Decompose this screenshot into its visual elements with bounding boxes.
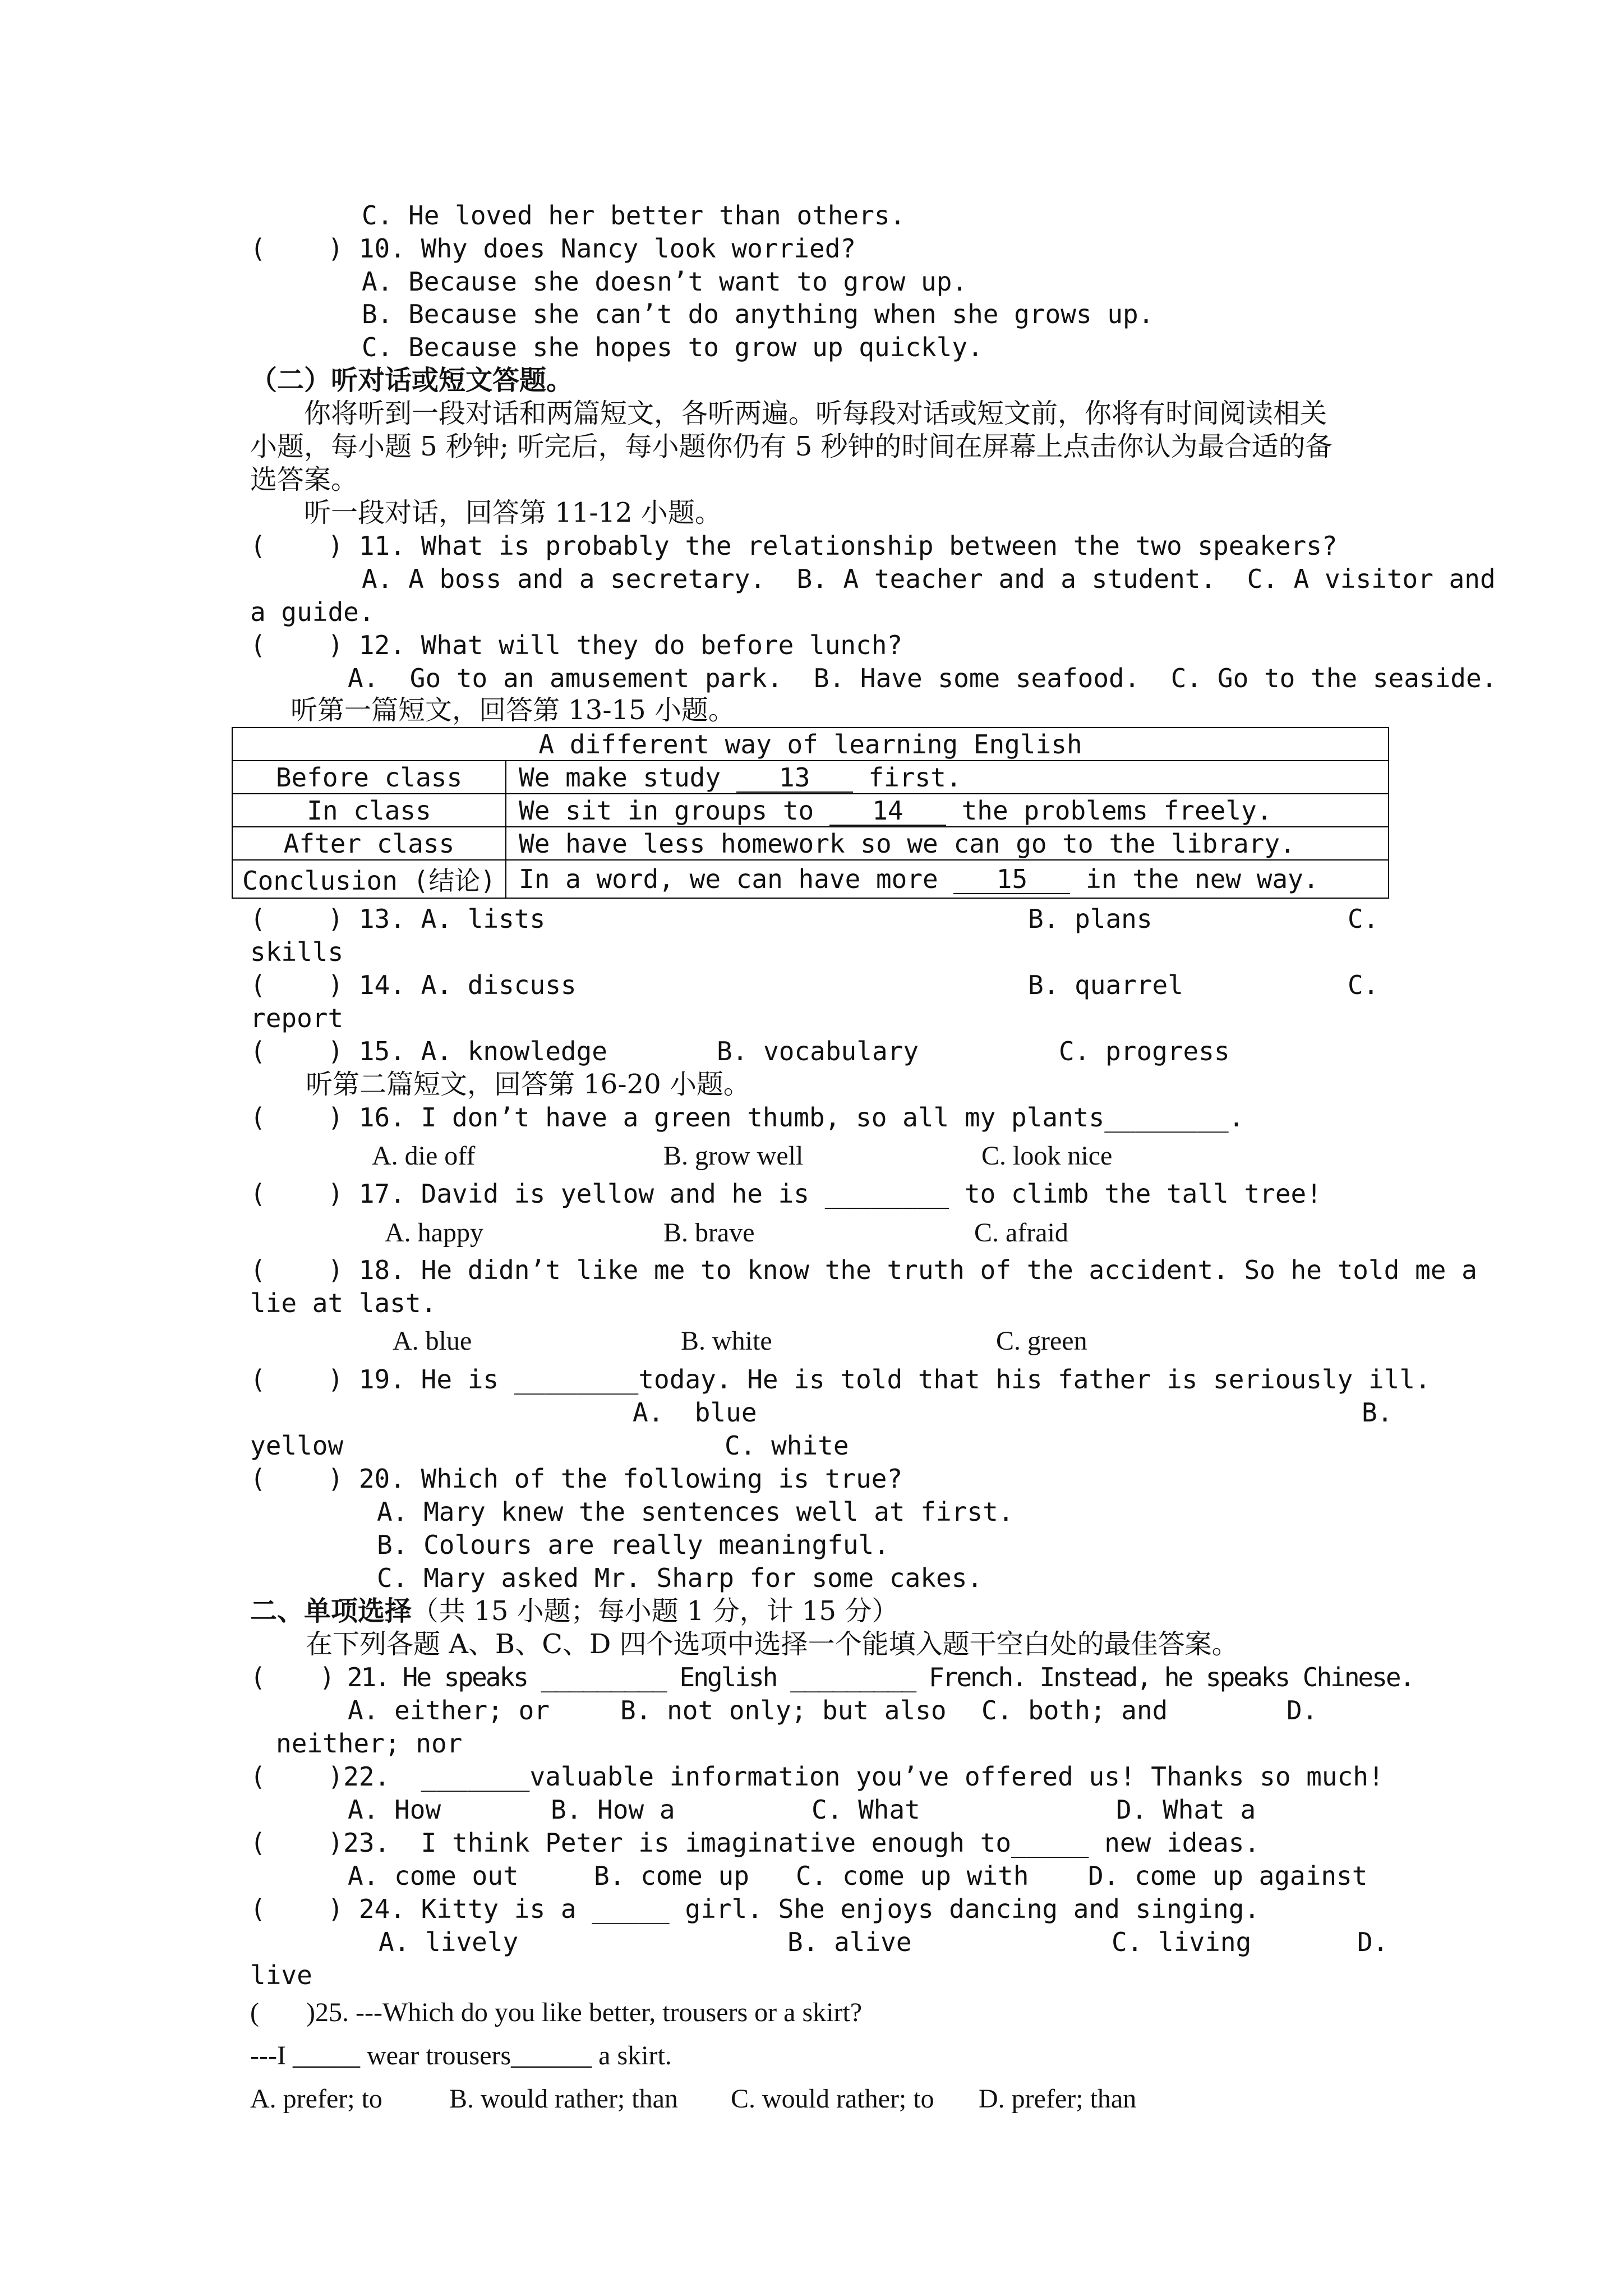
q25-option-a: A. prefer; to (250, 2084, 382, 2114)
q19-option-c: C. white (725, 1430, 849, 1461)
blank-14: 14 (829, 797, 946, 826)
q25-option-c: C. would rather; to (731, 2084, 934, 2114)
passage2-heading: 听第二篇短文，回答第 16-20 小题。 (306, 1069, 750, 1100)
q11-stem: ( ) 11. What is probably the relationship between the two speakers? (250, 531, 1338, 561)
row-content-before-class: We make study 13 first. (506, 761, 1389, 794)
q19-option-a: A. blue (633, 1397, 757, 1428)
blank-15: 15 (953, 865, 1070, 894)
q12-stem: ( ) 12. What will they do before lunch? (250, 630, 903, 660)
q10-stem: ( ) 10. Why does Nancy look worried? (250, 233, 856, 264)
q13-stem-option-a: ( ) 13. A. lists (250, 904, 546, 934)
q24-option-d-wrap: live (250, 1960, 312, 1990)
q10-option-b: B. Because she can’t do anything when she grows up. (362, 299, 1154, 329)
q18-option-b: B. white (681, 1326, 772, 1356)
q16-option-c: C. look nice (981, 1141, 1113, 1171)
q23-option-a: A. come out (348, 1861, 519, 1891)
q22-option-b: B. How a (551, 1795, 675, 1825)
row-content-in-class: We sit in groups to 14 the problems freely. (506, 794, 1389, 827)
q15-option-b: B. vocabulary (717, 1036, 919, 1066)
q19-option-b-wrap: yellow (250, 1430, 344, 1461)
q21-option-c: C. both; and (981, 1695, 1168, 1726)
row-label-in-class: In class (232, 794, 506, 827)
q16-stem: ( ) 16. I don’t have a green thumb, so all my plants________. (250, 1102, 1244, 1133)
q17-stem: ( ) 17. David is yellow and he is ________ to climb the tall tree! (250, 1179, 1322, 1209)
q22-option-a: A. How (348, 1795, 441, 1825)
row-label-after-class: After class (232, 827, 506, 860)
q20-stem: ( ) 20. Which of the following is true? (250, 1464, 903, 1494)
q12-options: A. Go to an amusement park. B. Have some seafood. C. Go to the seaside. (348, 663, 1497, 693)
q25-dialogue: ---I _____ wear trousers______ a skirt. (250, 2041, 672, 2070)
q14-option-b: B. quarrel (1028, 970, 1183, 1000)
q23-stem: ( )23. I think Peter is imaginative enough to_____ new ideas. (250, 1828, 1260, 1858)
q14-option-c-wrap: report (250, 1003, 344, 1033)
q17-option-a: A. happy (385, 1218, 483, 1248)
q17-option-c: C. afraid (974, 1218, 1068, 1248)
single-choice-instructions: 在下列各题 A、B、C、D 四个选项中选择一个能填入题干空白处的最佳答案。 (306, 1628, 1239, 1660)
section-heading-listening: （二）听对话或短文答题。 (250, 365, 574, 396)
blank-13: 13 (736, 763, 853, 793)
q19-stem: ( ) 19. He is ________today. He is told that his father is seriously ill. (250, 1364, 1431, 1395)
q15-stem-option-a: ( ) 15. A. knowledge (250, 1036, 607, 1066)
q9-option-c: C. He loved her better than others. (362, 200, 906, 231)
q14-option-c: C. (1348, 970, 1379, 1000)
q15-option-c: C. progress (1059, 1036, 1230, 1066)
q17-option-b: B. brave (663, 1218, 755, 1248)
instructions-line-2: 小题，每小题 5 秒钟; 听完后，每小题你仍有 5 秒钟的时间在屏幕上点击你认为最合适的备 (250, 431, 1332, 462)
q25-stem: ( )25. ---Which do you like better, trousers or a skirt? (250, 1998, 863, 2027)
row-label-conclusion: Conclusion (结论) (232, 860, 506, 898)
q21-option-a: A. either; or (348, 1695, 550, 1726)
q24-stem: ( ) 24. Kitty is a _____ girl. She enjoys dancing and singing. (250, 1894, 1260, 1924)
q24-option-b: B. alive (787, 1927, 912, 1957)
q23-option-c: C. come up with (796, 1861, 1029, 1891)
q14-stem-option-a: ( ) 14. A. discuss (250, 970, 577, 1000)
q18-option-c: C. green (996, 1326, 1087, 1356)
q23-option-b: B. come up (594, 1861, 749, 1891)
q21-option-d: D. (1287, 1695, 1318, 1726)
q20-option-c: C. Mary asked Mr. Sharp for some cakes. (377, 1563, 983, 1593)
q20-option-b: B. Colours are really meaningful. (377, 1530, 889, 1560)
q11-options-wrap: a guide. (250, 597, 375, 627)
instructions-line-1: 你将听到一段对话和两篇短文，各听两遍。听每段对话或短文前，你将有时间阅读相关 (304, 398, 1327, 429)
passage1-heading: 听第一篇短文，回答第 13-15 小题。 (291, 694, 735, 726)
q18-option-a: A. blue (393, 1326, 472, 1356)
q24-option-a: A. lively (379, 1927, 519, 1957)
instructions-line-3: 选答案。 (250, 464, 358, 495)
q24-option-c: C. living (1112, 1927, 1252, 1957)
q13-option-c-wrap: skills (250, 937, 344, 967)
learning-english-table (232, 727, 1389, 899)
q25-option-d: D. prefer; than (979, 2084, 1137, 2114)
table-title: A different way of learning English (232, 728, 1389, 761)
q21-stem: ( ) 21. He speaks _________ English _________ French. Instead, he speaks Chinese. (250, 1662, 1414, 1692)
q16-option-a: A. die off (372, 1141, 476, 1171)
q23-option-d: D. come up against (1088, 1861, 1368, 1891)
q11-options: A. A boss and a secretary. B. A teacher and a student. C. A visitor and (362, 564, 1496, 594)
q22-stem: ( )22. _______valuable information you’ve offered us! Thanks so much! (250, 1761, 1384, 1792)
q21-option-d-wrap: neither; nor (276, 1728, 463, 1759)
q25-option-b: B. would rather; than (449, 2084, 678, 2114)
q10-option-a: A. Because she doesn’t want to grow up. (362, 266, 968, 297)
q18-stem: ( ) 18. He didn’t like me to know the truth of the accident. So he told me a (250, 1255, 1477, 1285)
row-label-before-class: Before class (232, 761, 506, 794)
q13-option-c: C. (1348, 904, 1379, 934)
q22-option-c: C. What (811, 1795, 920, 1825)
section-heading-single-choice: 二、单项选择（共 15 小题；每小题 1 分，计 15 分） (250, 1595, 899, 1627)
q10-option-c: C. Because she hopes to grow up quickly. (362, 332, 983, 362)
q22-option-d: D. What a (1116, 1795, 1256, 1825)
q19-option-b: B. (1362, 1397, 1393, 1428)
q13-option-b: B. plans (1028, 904, 1152, 934)
q16-option-b: B. grow well (663, 1141, 804, 1171)
q24-option-d: D. (1357, 1927, 1389, 1957)
q20-option-a: A. Mary knew the sentences well at first. (377, 1497, 1014, 1527)
row-content-conclusion: In a word, we can have more 15 in the new way. (506, 860, 1389, 898)
row-content-after-class: We have less homework so we can go to the library. (506, 827, 1389, 860)
q18-stem-wrap: lie at last. (250, 1288, 437, 1318)
dialogue-heading: 听一段对话，回答第 11-12 小题。 (304, 497, 722, 528)
q21-option-b: B. not only; but also (620, 1695, 947, 1726)
